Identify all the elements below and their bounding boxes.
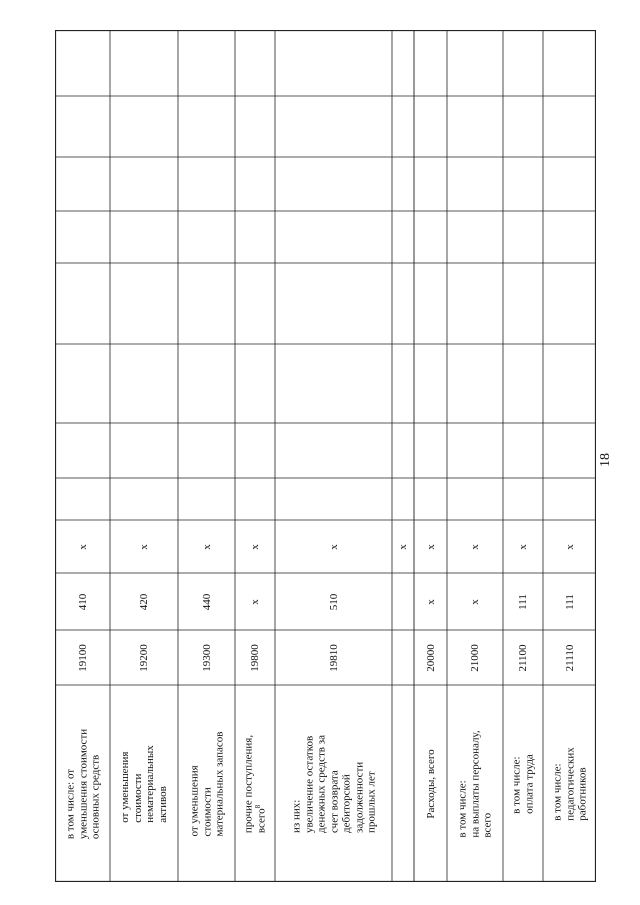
row-col3 xyxy=(447,573,503,630)
cell-line: прошлых лет xyxy=(364,770,377,833)
cell-line: 510 xyxy=(327,593,340,610)
cell-line: 410 xyxy=(76,593,89,610)
cell-line: из них: xyxy=(289,799,302,833)
row-col3-text xyxy=(469,599,482,605)
row-code xyxy=(178,630,235,685)
row-col4 xyxy=(110,520,178,573)
row-col4-text xyxy=(200,544,213,550)
row-label-text xyxy=(243,734,268,832)
cell-line: х xyxy=(424,543,437,550)
row-col3 xyxy=(503,573,543,630)
row-code-text xyxy=(249,644,262,672)
row-label xyxy=(414,685,447,882)
row-label xyxy=(447,685,503,882)
row-code-text xyxy=(327,644,340,672)
cell-line: 440 xyxy=(200,593,213,610)
row-col4-text xyxy=(563,544,576,550)
cell-line: уменьшения стоимости xyxy=(76,728,89,839)
cell-line: 19800 xyxy=(248,643,261,672)
cell-line: активов xyxy=(156,785,169,823)
row-code-text xyxy=(424,644,437,672)
row-col3 xyxy=(110,573,178,630)
cell-line: денежных средств за xyxy=(314,734,327,833)
row-label xyxy=(235,685,275,882)
row-col4-text xyxy=(138,544,151,550)
cell-line: х xyxy=(516,543,529,550)
cell-line: 21100 xyxy=(516,643,529,672)
row-label-text xyxy=(424,749,437,818)
cell-line: х xyxy=(248,598,261,605)
cell-line: 19100 xyxy=(76,643,89,672)
row-code-text xyxy=(76,644,89,672)
cell-line: 420 xyxy=(137,593,150,610)
row-col3-text xyxy=(517,594,530,610)
row-code-text xyxy=(200,644,213,672)
row-label xyxy=(543,685,596,882)
budget-table xyxy=(55,30,596,882)
cell-line: в том числе: xyxy=(550,762,563,821)
row-col4 xyxy=(414,520,447,573)
row-col4 xyxy=(235,520,275,573)
cell-line: х xyxy=(137,543,150,550)
cell-line: основных средств xyxy=(88,754,101,839)
cell-line: в том числе: xyxy=(456,779,469,838)
page-number-text: 18 xyxy=(598,453,613,467)
cell-line: 111 xyxy=(516,593,529,610)
row-label xyxy=(503,685,543,882)
row-label-text xyxy=(188,731,226,836)
row-code xyxy=(55,630,110,685)
row-code xyxy=(110,630,178,685)
row-label xyxy=(178,685,235,882)
cell-line: увеличение остатков xyxy=(302,735,315,833)
row-label xyxy=(110,685,178,882)
row-col3-text xyxy=(138,593,151,610)
row-code xyxy=(543,630,596,685)
cell-line: стоимости xyxy=(131,773,144,823)
cell-line: дебиторской xyxy=(339,773,352,833)
cell-line: оплата труда xyxy=(523,753,535,814)
row-code xyxy=(503,630,543,685)
cell-line: х xyxy=(468,598,481,605)
cell-line: от уменьшения xyxy=(119,751,131,823)
cell-line: 19300 xyxy=(200,643,213,672)
cell-line: х xyxy=(327,543,340,550)
cell-line: 111 xyxy=(563,593,576,610)
cell-line: х xyxy=(468,543,481,550)
row-col3-text xyxy=(76,593,89,610)
row-col3-text xyxy=(424,599,437,605)
cell-line: счет возврата xyxy=(327,769,340,833)
cell-line: педагогических xyxy=(563,746,576,821)
row-label xyxy=(55,685,110,882)
cell-line: нематериальных xyxy=(144,744,156,823)
cell-line: х xyxy=(396,543,409,550)
row-col3 xyxy=(235,573,275,630)
cell-line: в том числе: xyxy=(510,755,523,814)
row-label-text xyxy=(64,728,102,838)
row-col3-text xyxy=(563,594,576,610)
row-col4 xyxy=(447,520,503,573)
row-label-text xyxy=(456,730,494,837)
cell-line: 19810 xyxy=(327,643,340,672)
cell-line: стоимости xyxy=(200,786,213,836)
row-col3 xyxy=(414,573,447,630)
cell-line: материальных запасов xyxy=(212,731,225,836)
row-label-text xyxy=(119,745,169,823)
row-label-text xyxy=(511,754,536,814)
row-col4-text xyxy=(249,544,262,550)
cell-line: всего$^8$ xyxy=(253,804,267,833)
cell-line: от уменьшения xyxy=(187,764,200,836)
row-col4 xyxy=(503,520,543,573)
row-col4 xyxy=(275,520,392,573)
row-col4 xyxy=(392,520,414,573)
row-code xyxy=(447,630,503,685)
row-code xyxy=(414,630,447,685)
cell-line: работников xyxy=(575,766,588,821)
row-label xyxy=(275,685,392,882)
cell-line: Расходы, всего xyxy=(424,748,437,819)
cell-line: задолженности xyxy=(352,761,365,833)
cell-line: х xyxy=(563,543,576,550)
row-label-text xyxy=(290,735,378,833)
row-col4-text xyxy=(424,544,437,550)
cell-line: 21000 xyxy=(468,643,481,672)
row-col3-text xyxy=(200,593,213,610)
row-col3 xyxy=(55,573,110,630)
row-col4-text xyxy=(397,544,410,550)
cell-line: прочие поступления, xyxy=(242,734,255,833)
cell-line: х xyxy=(424,598,437,605)
row-col3 xyxy=(178,573,235,630)
row-col4 xyxy=(543,520,596,573)
row-col4-text xyxy=(76,544,89,550)
row-code-text xyxy=(469,644,482,672)
cell-line: 19200 xyxy=(137,643,150,672)
row-col4-text xyxy=(327,544,340,550)
cell-line: х xyxy=(76,543,89,550)
row-code xyxy=(275,630,392,685)
row-code-text xyxy=(563,644,576,671)
row-code-text xyxy=(517,644,530,671)
row-label-text xyxy=(551,747,589,821)
row-col4-text xyxy=(517,544,530,550)
cell-line: всего xyxy=(481,812,494,838)
row-code-text xyxy=(138,644,151,672)
row-col4 xyxy=(55,520,110,573)
cell-line: 20000 xyxy=(424,643,437,672)
cell-line: на выплаты персоналу, xyxy=(468,729,481,838)
row-col3 xyxy=(543,573,596,630)
cell-line: х xyxy=(248,543,261,550)
row-col4-text xyxy=(469,544,482,550)
row-col3-text xyxy=(249,599,262,605)
row-col4 xyxy=(178,520,235,573)
row-col3 xyxy=(275,573,392,630)
row-col3-text xyxy=(327,593,340,610)
cell-line: в том числе: от xyxy=(63,768,76,839)
row-code xyxy=(235,630,275,685)
cell-line: 21110 xyxy=(563,644,576,671)
cell-line: х xyxy=(200,543,213,550)
